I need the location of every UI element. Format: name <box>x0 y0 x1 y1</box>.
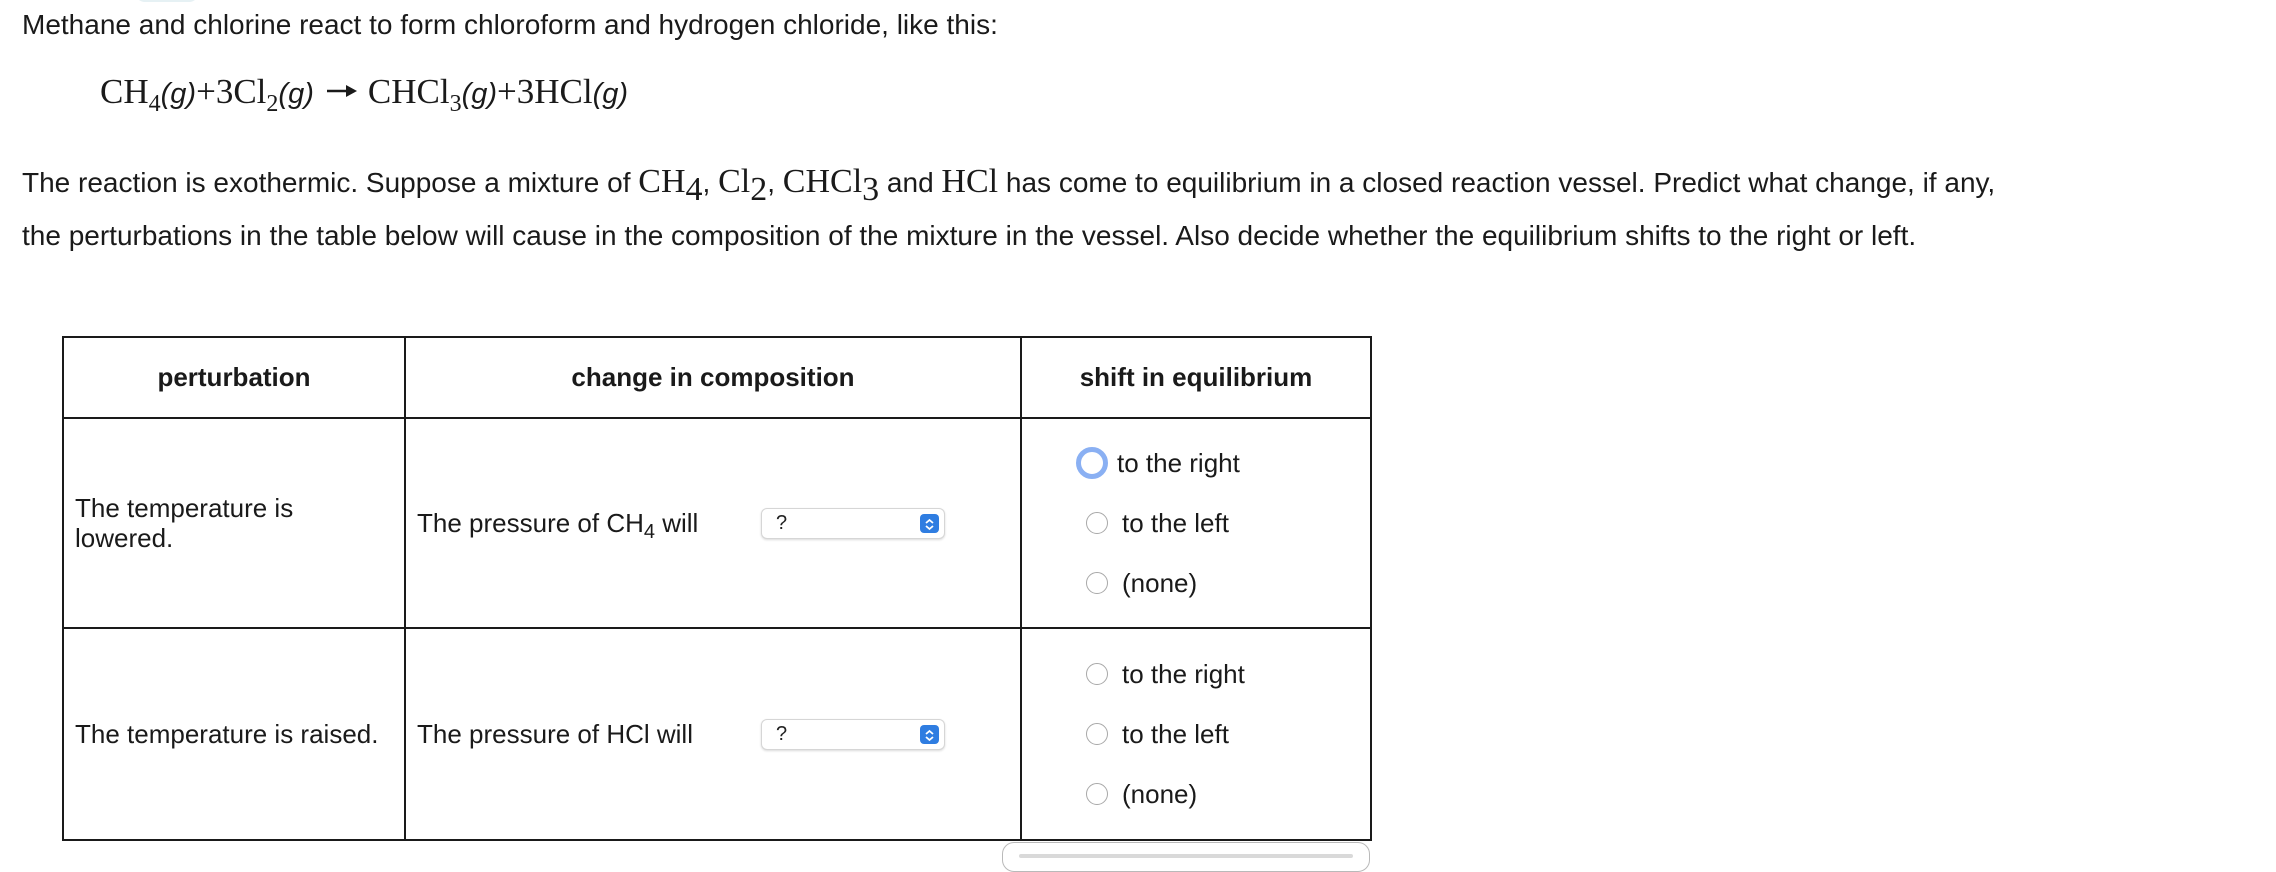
radio-option-left[interactable]: to the left <box>1086 719 1370 749</box>
radio-option-right[interactable]: to the right <box>1086 448 1370 478</box>
top-edge-decoration <box>135 0 199 2</box>
answer-toolbar-partial[interactable] <box>1002 842 1370 872</box>
shift-cell <box>1021 628 1371 840</box>
shift-radio-group <box>1022 448 1370 598</box>
shift-radio-group <box>1022 659 1370 809</box>
radio-button[interactable] <box>1086 723 1108 745</box>
shift-cell <box>1021 418 1371 628</box>
composition-prompt: The pressure of $CH_4$ will <box>417 507 699 543</box>
header-perturbation: perturbation <box>63 337 405 418</box>
composition-select[interactable] <box>761 508 945 539</box>
chemical-equation: $CH_4(g)+3Cl_2(g)$ CHCl$_3$(g)+3HCl(g) <box>100 72 629 117</box>
radio-option-none[interactable]: (none) <box>1086 779 1370 809</box>
composition-cell <box>405 418 1021 628</box>
select-value: ? <box>776 511 788 534</box>
problem-paragraph-line-2: the perturbations in the table below will cause in the composition of the mixture in the vessel. Also decide whether the equilibrium shifts to the right or left. <box>22 220 1917 251</box>
problem-paragraph-line-1: The reaction is exothermic. Suppose a mixture of $CH_4$, $Cl_2$, CHCl$_3$ and HCl has come to equilibrium in a closed reaction vessel. Predict what change, if any, <box>22 163 1996 208</box>
perturbation-text: The temperature is lowered. <box>75 493 294 553</box>
perturbation-cell <box>63 628 405 840</box>
reaction-arrow-icon <box>326 81 358 101</box>
select-value: ? <box>776 722 788 745</box>
intro-text: Methane and chlorine react to form chloroform and hydrogen chloride, like this: <box>22 9 998 40</box>
table-row <box>63 628 1371 840</box>
radio-option-none[interactable]: (none) <box>1086 568 1370 598</box>
composition-select[interactable] <box>761 719 945 750</box>
radio-button[interactable] <box>1086 512 1108 534</box>
radio-button[interactable] <box>1086 572 1108 594</box>
chevron-up-down-icon <box>920 514 939 533</box>
composition-cell <box>405 628 1021 840</box>
perturbation-cell <box>63 418 405 628</box>
header-shift-in-equilibrium: shift in equilibrium <box>1021 337 1371 418</box>
toolbar-bar <box>1019 854 1353 858</box>
composition-prompt: The pressure of HCl will <box>417 718 693 749</box>
radio-option-right[interactable]: to the right <box>1086 659 1370 689</box>
radio-option-left[interactable]: to the left <box>1086 508 1370 538</box>
radio-button[interactable] <box>1086 663 1108 685</box>
chevron-up-down-icon <box>920 725 939 744</box>
radio-button[interactable] <box>1086 783 1108 805</box>
perturbation-table <box>62 336 1372 841</box>
perturbation-text: The temperature is raised. <box>75 719 379 749</box>
header-change-in-composition: change in composition <box>405 337 1021 418</box>
radio-button[interactable] <box>1076 447 1108 479</box>
table-row <box>63 418 1371 628</box>
